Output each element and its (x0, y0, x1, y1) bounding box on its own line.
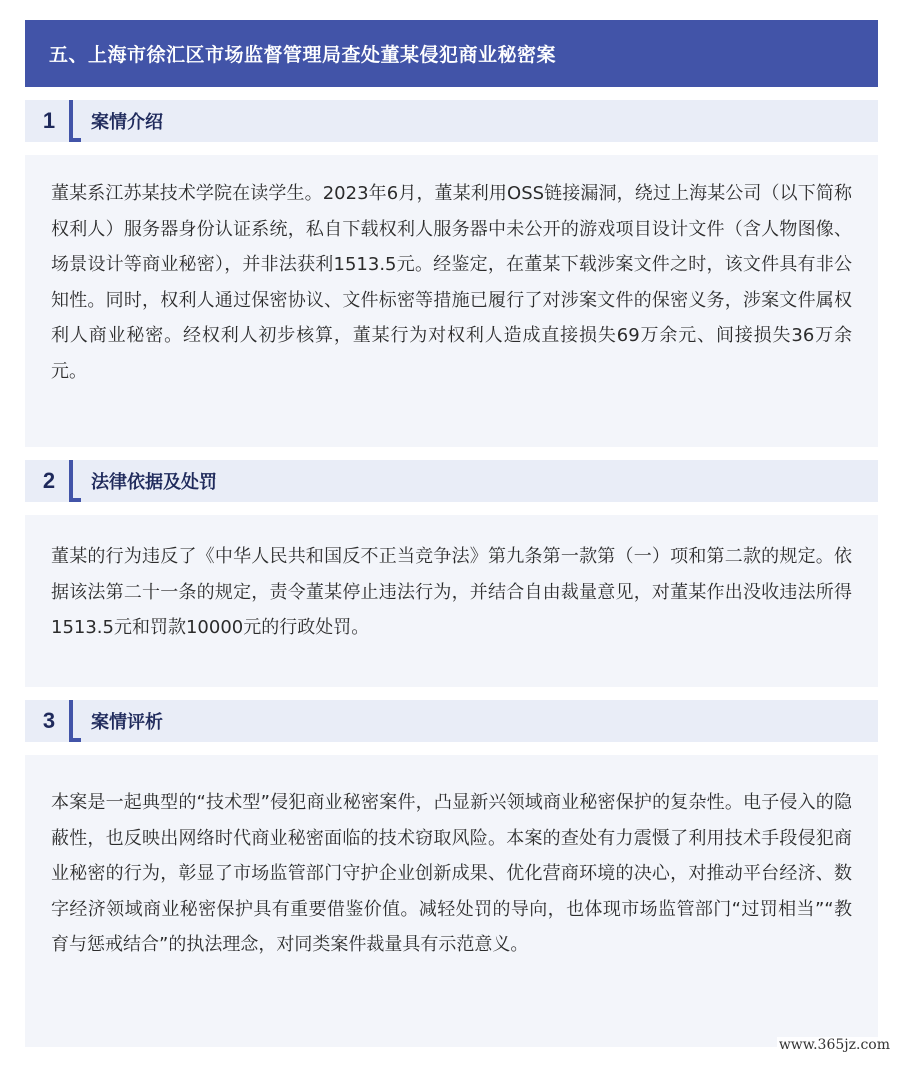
section-number: 2 (42, 468, 56, 493)
section-title: 法律依据及处罚 (91, 472, 217, 493)
section-paragraph: 本案是一起典型的“技术型”侵犯商业秘密案件，凸显新兴领域商业秘密保护的复杂性。电子侵入的隐蔽性，也反映出网络时代商业秘密面临的技术窃取风险。本案的查处有力震慑了利用技术手段侵犯商业秘密的行为，彰显了市场监管部门守护企业创新成果、优化营商环境的决心，对推动平台经济、数字经济领域商业秘密保护具有重要借鉴价值。减轻处罚的导向，也体现市场监管部门“过罚相当”“教育与惩戒结合”的执法理念，对同类案件裁量具有示范意义。 (51, 792, 852, 955)
watermark-text: www.365jz.com (778, 1037, 890, 1053)
section-number: 3 (42, 708, 56, 733)
section-title: 案情评析 (91, 712, 163, 733)
section-number: 1 (42, 108, 56, 133)
section-header-case-intro (25, 100, 878, 142)
section-paragraph: 董某的行为违反了《中华人民共和国反不正当竞争法》第九条第一款第（一）项和第二款的规定。依据该法第二十一条的规定，责令董某停止违法行为，并结合自由裁量意见，对董某作出没收违法所得1513.5元和罚款10000元的行政处罚。 (51, 546, 852, 638)
section-paragraph: 董某系江苏某技术学院在读学生。2023年6月，董某利用OSS链接漏洞，绕过上海某公司（以下简称权利人）服务器身份认证系统，私自下载权利人服务器中未公开的游戏项目设计文件（含人物图像、场景设计等商业秘密），并非法获利1513.5元。经鉴定，在董某下载涉案文件之时，该文件具有非公知性。同时，权利人通过保密协议、文件标密等措施已履行了对涉案文件的保密义务，涉案文件属权利人商业秘密。经权利人初步核算，董某行为对权利人造成直接损失69万余元、间接损失36万余元。 (51, 183, 852, 382)
section-number-box (25, 460, 73, 502)
accent-tick (69, 738, 81, 742)
accent-bar (69, 700, 73, 742)
page-title: 五、上海市徐汇区市场监督管理局查处董某侵犯商业秘密案 (49, 44, 557, 66)
section-body-legal-basis (25, 515, 878, 687)
accent-tick (69, 498, 81, 502)
section-body-case-analysis (25, 755, 878, 1047)
accent-bar (69, 100, 73, 142)
accent-tick (69, 138, 81, 142)
section-header-legal-basis (25, 460, 878, 502)
section-number-box (25, 700, 73, 742)
accent-bar (69, 460, 73, 502)
section-number-box (25, 100, 73, 142)
section-title: 案情介绍 (91, 112, 163, 133)
section-header-case-analysis (25, 700, 878, 742)
section-body-case-intro (25, 155, 878, 447)
page-banner (25, 20, 878, 87)
